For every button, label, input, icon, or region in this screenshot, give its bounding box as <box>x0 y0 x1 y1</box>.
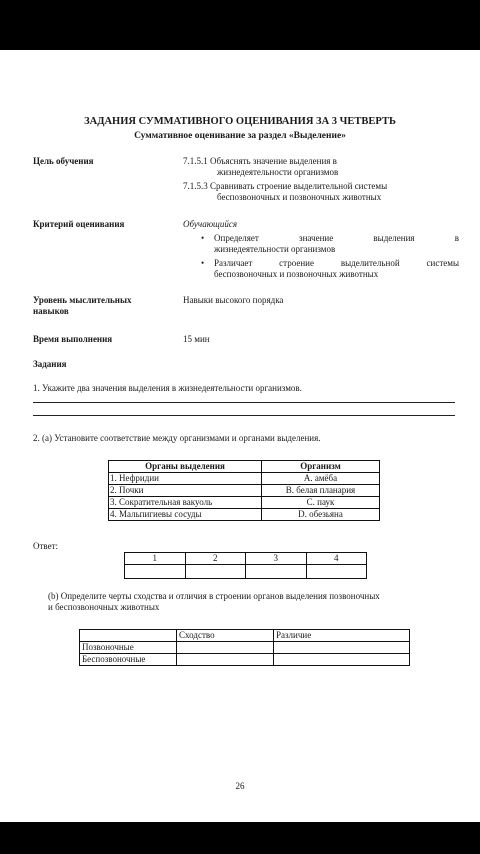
answer-column-header: 1 <box>125 553 186 565</box>
table-header-row <box>109 461 380 473</box>
organism-cell: D. обезьяна <box>262 509 380 521</box>
matching-table <box>108 460 380 521</box>
answer-column-header: 2 <box>185 553 246 565</box>
criteria-bullet-1-line-1: Определяет значение выделения в <box>214 233 459 243</box>
table-row <box>125 565 367 579</box>
criteria-intro: Обучающийся <box>183 219 238 229</box>
organ-cell: 3. Сократительная вакуоль <box>109 497 262 509</box>
criteria-bullet-2-line-2: беспозвоночных и позвоночных животных <box>214 269 379 279</box>
table-row <box>80 654 410 666</box>
question-1: 1. Укажите два значения выделения в жизнедеятельности организмов. <box>33 383 302 393</box>
organism-cell: C. паук <box>262 497 380 509</box>
document-page <box>0 50 480 822</box>
organ-cell: 1. Нефридии <box>109 473 262 485</box>
organism-cell: A. амёба <box>262 473 380 485</box>
organism-cell: B. белая планария <box>262 485 380 497</box>
bullet-icon: • <box>201 258 205 268</box>
level-label-line-1: Уровень мыслительных <box>33 295 132 305</box>
answer-label: Ответ: <box>33 541 59 551</box>
goal-2-line-1: 7.1.5.3 Сравнивать строение выделительной системы <box>183 181 388 191</box>
question-2b-line-1: (b) Определите черты сходства и отличия в строении органов выделения позвоночных <box>48 591 380 601</box>
criteria-label: Критерий оценивания <box>33 219 125 229</box>
answer-column-header: 4 <box>306 553 367 565</box>
table-header-row <box>80 630 410 642</box>
goal-2-line-2: беспозвоночных и позвоночных животных <box>217 192 382 202</box>
bottom-black-bar <box>0 822 480 854</box>
column-header: Различие <box>274 630 410 642</box>
page-number: 26 <box>235 781 245 791</box>
goals-label: Цель обучения <box>33 156 94 166</box>
goal-1-line-2: жизнедеятельности организмов <box>217 167 339 177</box>
answer-line <box>33 402 455 403</box>
time-value: 15 мин <box>183 334 210 344</box>
document-title: ЗАДАНИЯ СУММАТИВНОГО ОЦЕНИВАНИЯ ЗА 3 ЧЕТВЕРТЬ <box>84 116 396 127</box>
answer-cell[interactable] <box>246 565 307 579</box>
time-label: Время выполнения <box>33 334 113 344</box>
row-label: Беспозвоночные <box>80 654 177 666</box>
bullet-icon: • <box>201 233 205 243</box>
similarity-cell[interactable] <box>177 654 274 666</box>
answer-column-header: 3 <box>246 553 307 565</box>
comparison-table <box>79 629 410 666</box>
column-header: Органы выделения <box>109 461 262 473</box>
answer-cell[interactable] <box>306 565 367 579</box>
top-black-bar <box>0 0 480 50</box>
organ-cell: 2. Почки <box>109 485 262 497</box>
answer-table <box>124 552 367 579</box>
level-value: Навыки высокого порядка <box>183 295 284 305</box>
column-header <box>80 630 177 642</box>
difference-cell[interactable] <box>274 642 410 654</box>
criteria-bullet-2-line-1: Различает строение выделительной системы <box>214 258 459 268</box>
table-row <box>80 642 410 654</box>
document-subtitle: Суммативное оценивание за раздел «Выделение» <box>134 131 346 141</box>
question-2a: 2. (а) Установите соответствие между организмами и органами выделения. <box>33 433 321 443</box>
column-header: Организм <box>262 461 380 473</box>
difference-cell[interactable] <box>274 654 410 666</box>
goal-1-line-1: 7.1.5.1 Объяснять значение выделения в <box>183 156 337 166</box>
table-row <box>109 509 380 521</box>
row-label: Позвоночные <box>80 642 177 654</box>
level-label-line-2: навыков <box>33 306 69 316</box>
answer-cell[interactable] <box>185 565 246 579</box>
answer-line <box>33 415 455 416</box>
answer-cell[interactable] <box>125 565 186 579</box>
tasks-heading: Задания <box>33 359 67 369</box>
table-header-row <box>125 553 367 565</box>
table-row <box>109 485 380 497</box>
column-header: Сходство <box>177 630 274 642</box>
table-row <box>109 473 380 485</box>
organ-cell: 4. Мальпигиевы сосуды <box>109 509 262 521</box>
similarity-cell[interactable] <box>177 642 274 654</box>
question-2b-line-2: и беспозвоночных животных <box>48 602 160 612</box>
table-row <box>109 497 380 509</box>
criteria-bullet-1-line-2: жизнедеятельности организмов <box>214 244 336 254</box>
